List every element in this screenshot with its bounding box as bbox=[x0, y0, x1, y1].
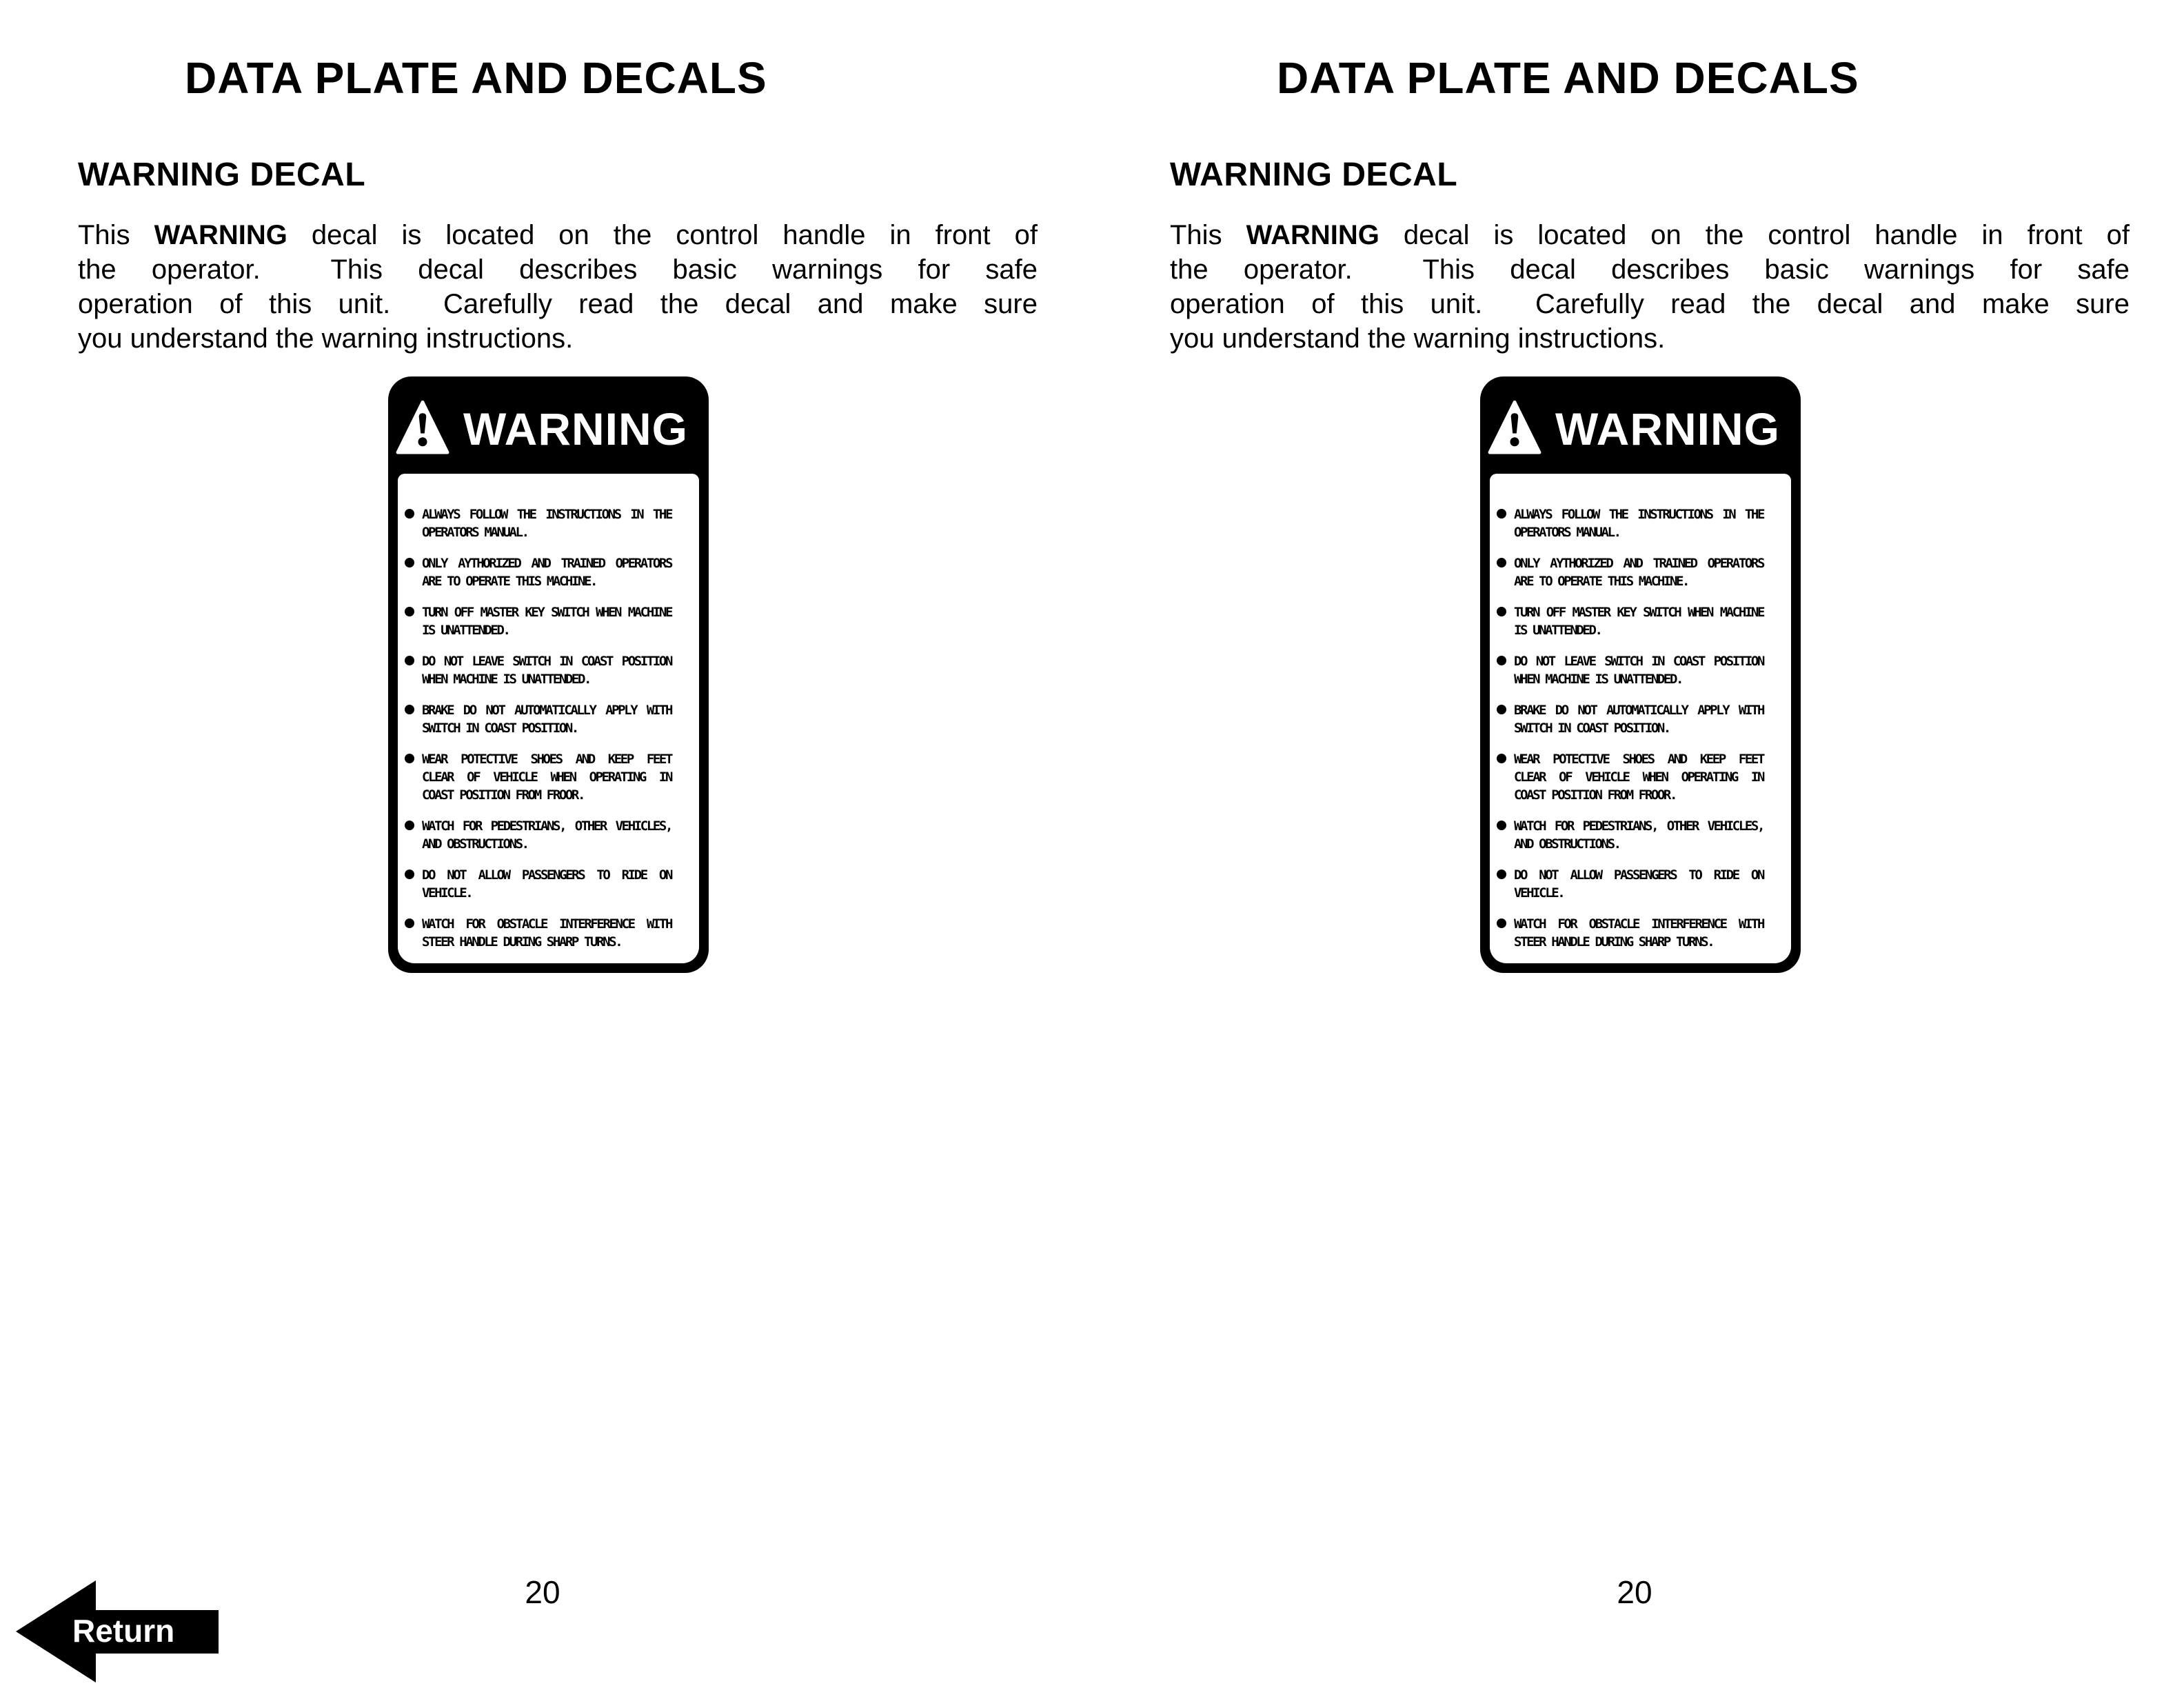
bullet-dot bbox=[405, 870, 414, 879]
decal-bullet-item bbox=[1497, 505, 1763, 541]
bullet-text: ONLY AYTHORIZED AND TRAINED OPERATORS ARE TO OPERATE THIS MACHINE. bbox=[422, 556, 671, 589]
paragraph-line: This WARNING decal is located on the control handle in front of bbox=[78, 220, 1038, 250]
decal-bullet-item bbox=[405, 750, 671, 804]
warning-triangle-icon bbox=[1488, 400, 1541, 455]
section-heading: WARNING DECAL bbox=[78, 157, 366, 193]
bullet-text: TURN OFF MASTER KEY SWITCH WHEN MACHINE IS UNATTENDED. bbox=[422, 605, 671, 638]
bullet-dot bbox=[405, 821, 414, 830]
page-title: DATA PLATE AND DECALS bbox=[1277, 53, 1859, 103]
paragraph-line: you understand the warning instructions. bbox=[78, 323, 574, 354]
bullet-dot bbox=[405, 509, 414, 519]
bullet-dot bbox=[1497, 558, 1506, 567]
bullet-dot bbox=[405, 705, 414, 714]
paragraph-line: This WARNING decal is located on the control handle in front of bbox=[1170, 220, 2130, 250]
decal-bullet-item bbox=[405, 652, 671, 688]
bullet-dot bbox=[405, 656, 414, 665]
warning-decal bbox=[388, 376, 709, 973]
decal-bullet-item bbox=[1497, 866, 1763, 902]
decal-bullet-item bbox=[405, 603, 671, 639]
warning-decal-header bbox=[1480, 376, 1801, 474]
bullet-text: ALWAYS FOLLOW THE INSTRUCTIONS IN THE OPERATORS MANUAL. bbox=[1514, 507, 1763, 540]
decal-bullet-item bbox=[1497, 750, 1763, 804]
bullet-dot bbox=[405, 918, 414, 928]
decal-bullet-item bbox=[1497, 603, 1763, 639]
warning-decal-body bbox=[1490, 474, 1791, 963]
bullet-text: WATCH FOR PEDESTRIANS, OTHER VEHICLES, AND OBSTRUCTIONS. bbox=[1514, 818, 1763, 852]
bullet-text: WATCH FOR OBSTACLE INTERFERENCE WITH STEER HANDLE DURING SHARP TURNS. bbox=[1514, 916, 1763, 950]
bullet-dot bbox=[1497, 754, 1506, 763]
decal-bullet-item bbox=[405, 701, 671, 737]
bullet-dot bbox=[405, 558, 414, 567]
warning-triangle-icon bbox=[396, 400, 449, 455]
decal-bullet-item bbox=[405, 915, 671, 951]
bullet-text: DO NOT LEAVE SWITCH IN COAST POSITION WHEN MACHINE IS UNATTENDED. bbox=[422, 654, 671, 687]
bullet-text: WEAR POTECTIVE SHOES AND KEEP FEET CLEAR OF VEHICLE WHEN OPERATING IN COAST POSITION FROM FROOR. bbox=[1514, 752, 1763, 803]
warning-decal bbox=[1480, 376, 1801, 973]
decal-bullet-item bbox=[405, 866, 671, 902]
bullet-dot bbox=[1497, 918, 1506, 928]
section-heading: WARNING DECAL bbox=[1170, 157, 1458, 193]
bullet-dot bbox=[1497, 656, 1506, 665]
page-number: 20 bbox=[1617, 1574, 1652, 1610]
paragraph-line: operation of this unit. Carefully read the decal and make sure bbox=[1170, 289, 2130, 319]
warning-decal-body bbox=[398, 474, 699, 963]
bullet-text: BRAKE DO NOT AUTOMATICALLY APPLY WITH SWITCH IN COAST POSITION. bbox=[1514, 703, 1763, 736]
bullet-dot bbox=[1497, 705, 1506, 714]
bullet-text: DO NOT ALLOW PASSENGERS TO RIDE ON VEHICLE. bbox=[1514, 867, 1763, 901]
warning-decal-header bbox=[388, 376, 709, 474]
bullet-text: WEAR POTECTIVE SHOES AND KEEP FEET CLEAR OF VEHICLE WHEN OPERATING IN COAST POSITION FROM FROOR. bbox=[422, 752, 671, 803]
bullet-text: ALWAYS FOLLOW THE INSTRUCTIONS IN THE OPERATORS MANUAL. bbox=[422, 507, 671, 540]
decal-bullet-item bbox=[405, 505, 671, 541]
decal-bullet-item bbox=[1497, 554, 1763, 590]
bullet-dot bbox=[405, 607, 414, 616]
bullet-text: WATCH FOR PEDESTRIANS, OTHER VEHICLES, AND OBSTRUCTIONS. bbox=[422, 818, 671, 852]
bullet-text: DO NOT LEAVE SWITCH IN COAST POSITION WHEN MACHINE IS UNATTENDED. bbox=[1514, 654, 1763, 687]
return-label: Return bbox=[72, 1613, 175, 1649]
bullet-text: BRAKE DO NOT AUTOMATICALLY APPLY WITH SWITCH IN COAST POSITION. bbox=[422, 703, 671, 736]
warning-decal-title: WARNING bbox=[1555, 403, 1780, 454]
warning-decal-title: WARNING bbox=[463, 403, 688, 454]
bullet-dot bbox=[1497, 607, 1506, 616]
bullet-dot bbox=[1497, 870, 1506, 879]
decal-bullet-item bbox=[1497, 701, 1763, 737]
bullet-text: ONLY AYTHORIZED AND TRAINED OPERATORS ARE TO OPERATE THIS MACHINE. bbox=[1514, 556, 1763, 589]
bullet-text: WATCH FOR OBSTACLE INTERFERENCE WITH STEER HANDLE DURING SHARP TURNS. bbox=[422, 916, 671, 950]
page-number: 20 bbox=[525, 1574, 560, 1610]
page-title: DATA PLATE AND DECALS bbox=[185, 53, 767, 103]
paragraph-line: you understand the warning instructions. bbox=[1170, 323, 1666, 354]
paragraph-line: the operator. This decal describes basic warnings for safe bbox=[1170, 254, 2130, 285]
intro-paragraph bbox=[78, 218, 1038, 356]
intro-paragraph bbox=[1170, 218, 2130, 356]
return-button[interactable] bbox=[16, 1580, 219, 1682]
bullet-dot bbox=[405, 754, 414, 763]
bullet-text: TURN OFF MASTER KEY SWITCH WHEN MACHINE IS UNATTENDED. bbox=[1514, 605, 1763, 638]
manual-page-right bbox=[1092, 0, 2184, 1688]
decal-bullet-item bbox=[405, 817, 671, 853]
bullet-dot bbox=[1497, 509, 1506, 519]
paragraph-line: operation of this unit. Carefully read the decal and make sure bbox=[78, 289, 1038, 319]
decal-bullet-item bbox=[1497, 652, 1763, 688]
decal-bullet-item bbox=[405, 554, 671, 590]
decal-bullet-item bbox=[1497, 817, 1763, 853]
bullet-dot bbox=[1497, 821, 1506, 830]
decal-bullet-item bbox=[1497, 915, 1763, 951]
bullet-text: DO NOT ALLOW PASSENGERS TO RIDE ON VEHICLE. bbox=[422, 867, 671, 901]
paragraph-line: the operator. This decal describes basic warnings for safe bbox=[78, 254, 1038, 285]
